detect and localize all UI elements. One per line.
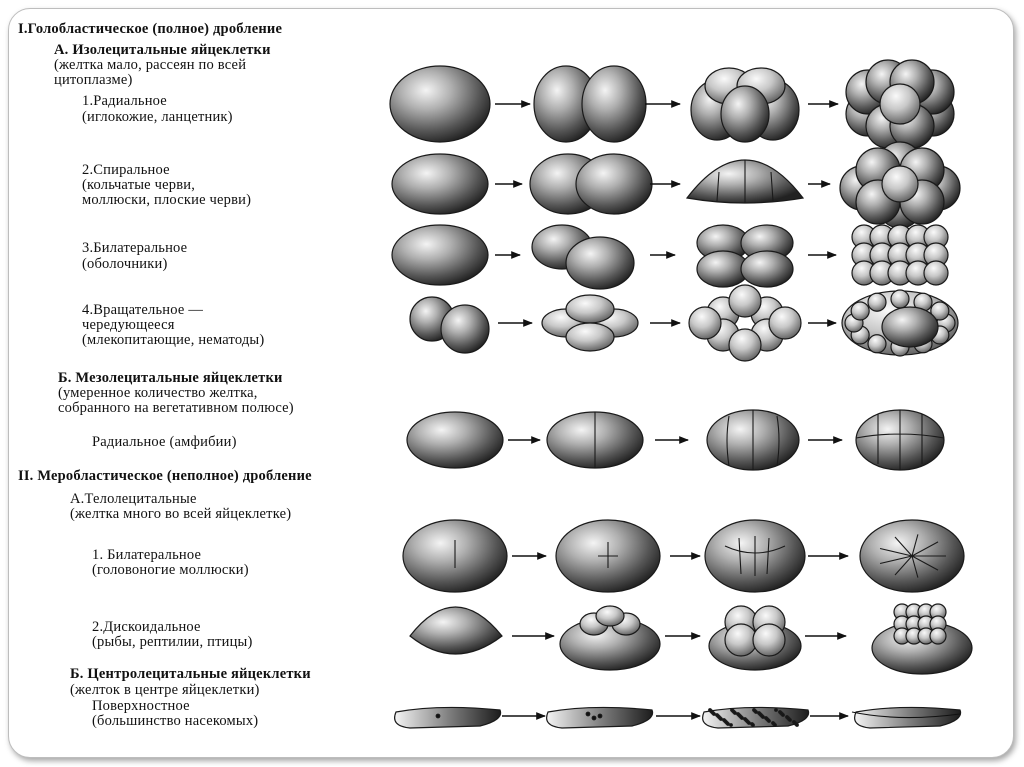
- centrolecithal-desc: (желток в центре яйцеклетки): [70, 682, 260, 698]
- label-radial-amphibia: Радиальное (амфибии): [92, 434, 237, 450]
- examples-radial: (иглокожие, ланцетник): [82, 109, 233, 125]
- blastomere: [729, 285, 761, 317]
- nucleus: [586, 712, 590, 716]
- blastomere: [390, 66, 490, 142]
- label-rotational-sub: чередующееся: [82, 317, 175, 333]
- blastomere: [729, 329, 761, 361]
- heading-meroblastic: II. Меробластическое (неполное) дробление: [18, 468, 312, 484]
- label-bilateral-2: 1. Билатеральное: [92, 547, 202, 563]
- examples-bilateral-2: (головоногие моллюски): [92, 562, 249, 578]
- egg: [410, 607, 502, 654]
- nucleus: [592, 716, 596, 720]
- blastomere: [566, 295, 614, 323]
- blastomere: [721, 86, 769, 142]
- blastomere: [882, 166, 918, 202]
- label-surface: Поверхностное: [92, 698, 190, 714]
- blastomere: [930, 628, 946, 644]
- examples-surface: (большинство насекомых): [92, 713, 259, 729]
- heading-centrolecithal: Б. Центролецитальные яйцеклетки: [70, 666, 311, 682]
- nucleus: [598, 714, 602, 718]
- nucleus: [796, 724, 799, 727]
- blastomere: [891, 290, 909, 308]
- examples-spiral-2: моллюски, плоские черви): [82, 192, 252, 208]
- nucleus: [755, 711, 758, 714]
- mesolecithal-desc-1: (умеренное количество желтка,: [58, 385, 258, 401]
- telolecithal-desc: (желтка много во всей яйцеклетке): [70, 506, 292, 522]
- nucleus: [727, 723, 730, 726]
- blastomere: [566, 323, 614, 351]
- nucleus: [741, 717, 744, 720]
- isolecithal-desc-2: цитоплазме): [54, 72, 133, 88]
- blastomere: [880, 84, 920, 124]
- nucleus: [734, 712, 737, 715]
- blastomere: [868, 335, 886, 353]
- blastomere: [566, 237, 634, 289]
- blastomere: [596, 606, 624, 626]
- blastomere: [392, 154, 488, 214]
- blastomere: [392, 225, 488, 285]
- heading-isolecithal: А. Изолецитальные яйцеклетки: [54, 42, 271, 58]
- examples-discoidal: (рыбы, рептилии, птицы): [92, 634, 253, 650]
- blastomere: [576, 154, 652, 214]
- nucleus: [748, 722, 751, 725]
- examples-spiral-1: (кольчатые черви,: [82, 177, 196, 193]
- label-bilateral: 3.Билатеральное: [82, 240, 188, 256]
- nucleus: [789, 719, 792, 722]
- nucleus: [730, 724, 733, 727]
- blastomere: [753, 624, 785, 656]
- label-discoidal: 2.Дискоидальное: [92, 619, 201, 635]
- nucleus: [762, 716, 765, 719]
- nucleus: [768, 720, 771, 723]
- nucleus: [775, 709, 778, 712]
- blastomere: [882, 307, 938, 347]
- label-radial: 1.Радиальное: [82, 93, 167, 109]
- blastomere: [851, 302, 869, 320]
- blastomere: [725, 624, 757, 656]
- examples-rotational: (млекопитающие, нематоды): [82, 332, 265, 348]
- nucleus: [782, 714, 785, 717]
- blastomere: [868, 293, 886, 311]
- blastomere: [769, 307, 801, 339]
- blastomere: [924, 261, 948, 285]
- egg: [395, 707, 501, 728]
- nucleus: [436, 714, 440, 718]
- blastomere: [407, 412, 503, 468]
- label-rotational: 4.Вращательное —: [82, 302, 204, 318]
- heading-telolecithal: А.Телолецитальные: [70, 491, 197, 507]
- nucleus: [720, 718, 723, 721]
- heading-holoblastic: I.Голобластическое (полное) дробление: [18, 21, 283, 37]
- isolecithal-desc-1: (желтка мало, рассеян по всей: [54, 57, 247, 73]
- blastomere: [582, 66, 646, 142]
- mesolecithal-desc-2: собранного на вегетативном полюсе): [58, 400, 294, 416]
- heading-mesolecithal: Б. Мезолецитальные яйцеклетки: [58, 370, 283, 386]
- nucleus: [752, 724, 755, 727]
- blastomere: [441, 305, 489, 353]
- blastomere: [741, 251, 793, 287]
- blastomere: [689, 307, 721, 339]
- nucleus: [774, 724, 777, 727]
- label-spiral: 2.Спиральное: [82, 162, 170, 178]
- nucleus: [713, 713, 716, 716]
- examples-bilateral: (оболочники): [82, 256, 168, 272]
